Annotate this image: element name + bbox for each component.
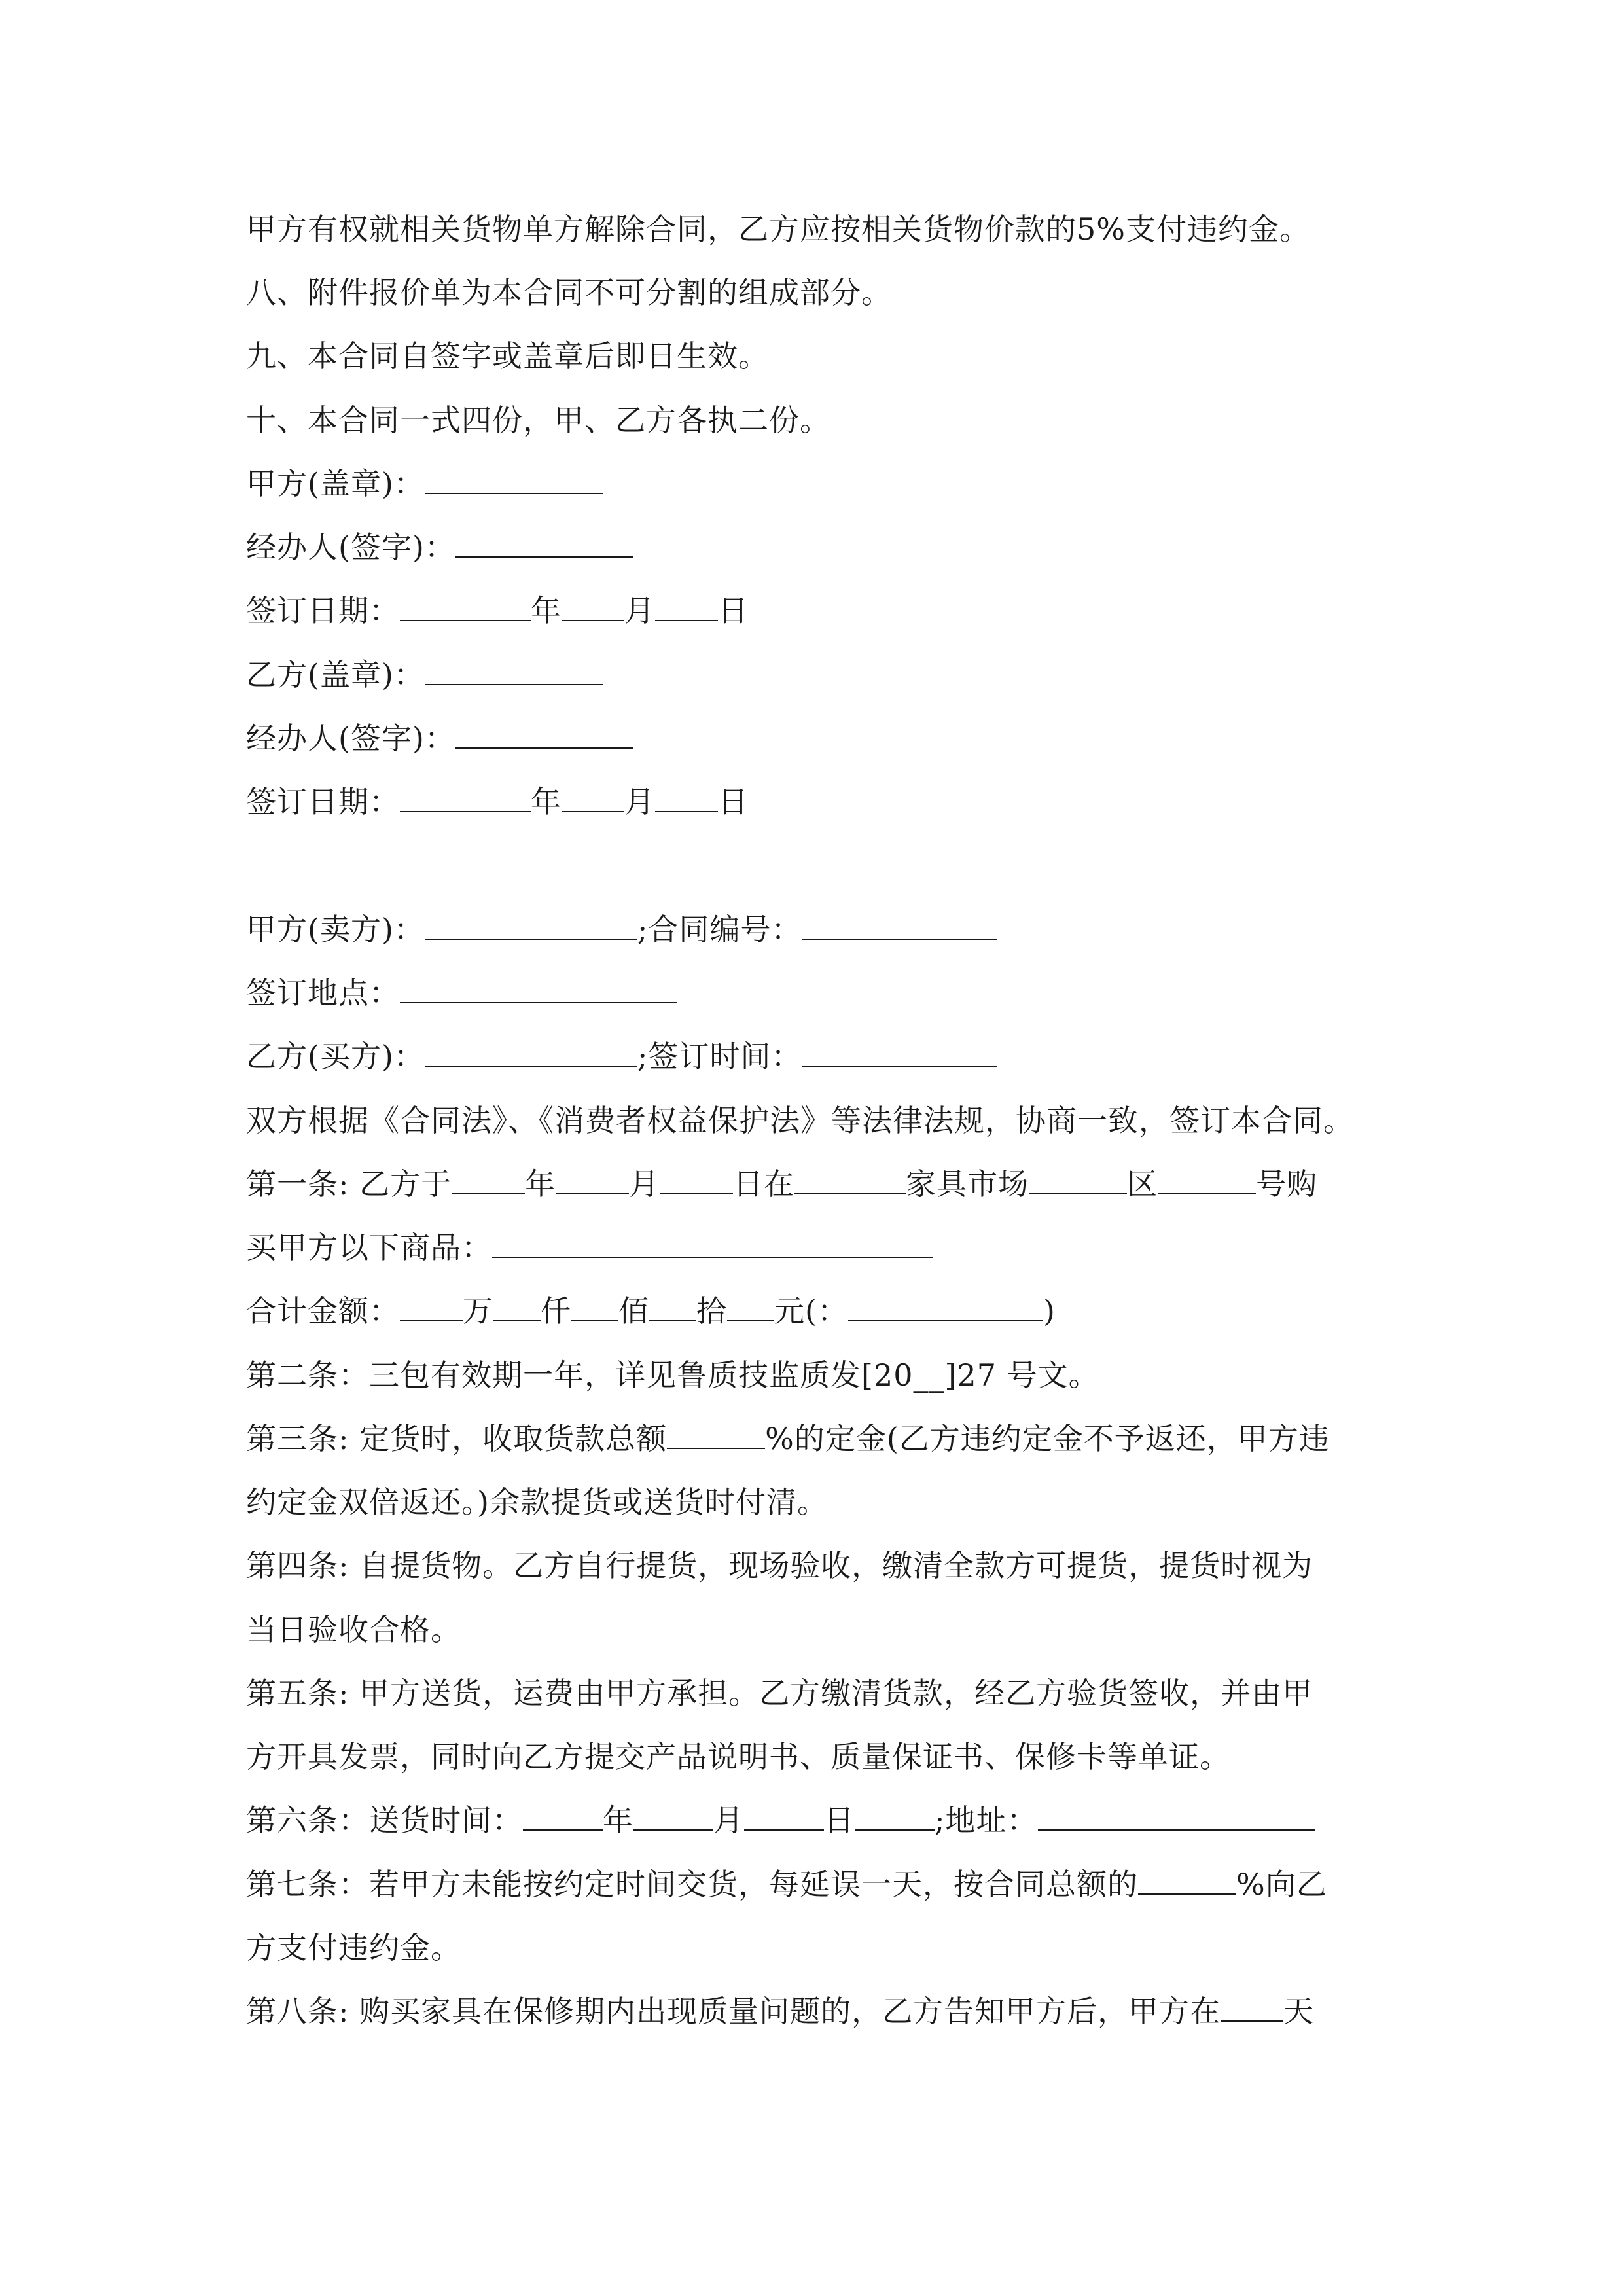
seller-blank[interactable] — [425, 912, 637, 940]
delivery-day-blank[interactable] — [744, 1803, 824, 1831]
date-b-month-blank[interactable] — [562, 785, 624, 812]
date-b-day-blank[interactable] — [655, 785, 718, 812]
article-8: 第八条: 购买家具在保修期内出现质量问题的，乙方告知甲方后，甲方在 天 — [246, 1994, 1315, 2029]
article-3-line-1: 第三条: 定货时，收取货款总额 %的定金(乙方违约定金不予返还，甲方违 — [246, 1421, 1330, 1456]
delivery-extra-blank[interactable] — [855, 1803, 935, 1831]
art1-zone-blank[interactable] — [1029, 1167, 1127, 1194]
date-a-line: 签订日期： 年 月 日 — [246, 593, 749, 628]
delivery-month-blank[interactable] — [633, 1803, 713, 1831]
yuan-blank[interactable] — [727, 1294, 774, 1321]
article-1-line-2: 买甲方以下商品： — [246, 1228, 933, 1267]
party-a-seal-line — [246, 464, 603, 503]
art1-no-blank[interactable] — [1158, 1167, 1256, 1194]
clause-text: 甲方有权就相关货物单方解除合同，乙方应按相关货物价款的5%支付违约金。 — [246, 211, 1310, 247]
qian-blank[interactable] — [493, 1294, 541, 1321]
seller-line — [246, 910, 997, 949]
sign-time-blank[interactable] — [802, 1039, 997, 1067]
place-line — [246, 973, 677, 1013]
art1-market-blank[interactable] — [794, 1167, 906, 1194]
article-7-line-2: 方支付违约金。 — [246, 1930, 461, 1965]
penalty-percent-blank[interactable] — [1138, 1867, 1236, 1895]
article-1-line-1: 第一条: 乙方于 年 月 日在 家具市场 区 号购 — [246, 1166, 1318, 1202]
article-3-line-2: 约定金双倍返还。)余款提货或送货时付清。 — [246, 1484, 828, 1520]
date-b-line: 签订日期： 年 月 日 — [246, 784, 749, 819]
article-4-line-1: 第四条: 自提货物。乙方自行提货，现场验收，缴清全款方可提货，提货时视为 — [246, 1548, 1313, 1583]
place-label: 签订地点： — [246, 975, 400, 1011]
party-b-seal-blank[interactable] — [425, 658, 603, 685]
agent-b-line — [246, 719, 633, 758]
article-4-line-2: 当日验收合格。 — [246, 1612, 461, 1647]
agent-a-blank[interactable] — [455, 530, 633, 558]
repair-days-blank[interactable] — [1221, 1994, 1283, 2022]
contract-no-label: ;合同编号： — [637, 912, 802, 947]
delivery-year-blank[interactable] — [523, 1803, 603, 1831]
date-b-label: 签订日期： — [246, 784, 400, 819]
item-8: 八、附件报价单为本合同不可分割的组成部分。 — [246, 275, 892, 310]
delivery-address-blank[interactable] — [1038, 1803, 1315, 1831]
party-a-seal-label: 甲方(盖章)： — [246, 466, 425, 501]
article-2: 第二条：三包有效期一年，详见鲁质技监质发[20__]27 号文。 — [246, 1357, 1099, 1393]
agent-b-label: 经办人(签字)： — [246, 721, 455, 756]
buyer-blank[interactable] — [425, 1039, 637, 1067]
bai-blank[interactable] — [571, 1294, 618, 1321]
party-a-seal-blank[interactable] — [425, 467, 603, 494]
date-a-year-blank[interactable] — [400, 594, 531, 621]
seller-label: 甲方(卖方)： — [246, 912, 425, 947]
article-5-line-2: 方开具发票，同时向乙方提交产品说明书、质量保证书、保修卡等单证。 — [246, 1739, 1230, 1774]
item-10: 十、本合同一式四份，甲、乙方各执二份。 — [246, 403, 830, 438]
buyer-line — [246, 1037, 997, 1076]
agent-a-label: 经办人(签字)： — [246, 529, 455, 565]
goods-blank[interactable] — [492, 1230, 933, 1258]
agent-b-blank[interactable] — [455, 721, 633, 749]
item-9: 九、本合同自签字或盖章后即日生效。 — [246, 338, 769, 374]
article-5-line-1: 第五条: 甲方送货，运费由甲方承担。乙方缴清货款，经乙方验货签收，并由甲 — [246, 1676, 1313, 1711]
wan-blank[interactable] — [400, 1294, 463, 1321]
art1-year-blank[interactable] — [452, 1167, 525, 1194]
art1-day-blank[interactable] — [660, 1167, 733, 1194]
agent-a-line — [246, 528, 633, 567]
intro-paragraph: 双方根据《合同法》、《消费者权益保护法》等法律法规，协商一致，签订本合同。 — [246, 1103, 1354, 1138]
date-a-month-blank[interactable] — [562, 594, 624, 621]
date-a-label: 签订日期： — [246, 593, 400, 628]
party-b-seal-line — [246, 655, 603, 694]
buyer-label: 乙方(买方)： — [246, 1039, 425, 1074]
shi-blank[interactable] — [649, 1294, 696, 1321]
date-b-year-blank[interactable] — [400, 785, 531, 812]
place-blank[interactable] — [400, 976, 677, 1003]
art1-month-blank[interactable] — [556, 1167, 629, 1194]
contract-no-blank[interactable] — [802, 912, 997, 940]
article-7-line-1: 第七条：若甲方未能按约定时间交货，每延误一天，按合同总额的 %向乙 — [246, 1867, 1327, 1902]
amount-figure-blank[interactable] — [848, 1294, 1043, 1321]
sign-time-label: ;签订时间： — [637, 1039, 802, 1074]
total-amount-line: 合计金额： 万 仟 佰 拾 元(： ) — [246, 1293, 1056, 1329]
party-b-seal-label: 乙方(盖章)： — [246, 657, 425, 692]
deposit-percent-blank[interactable] — [667, 1422, 765, 1449]
date-a-day-blank[interactable] — [655, 594, 718, 621]
article-6: 第六条：送货时间： 年 月 日 ;地址： — [246, 1801, 1315, 1840]
